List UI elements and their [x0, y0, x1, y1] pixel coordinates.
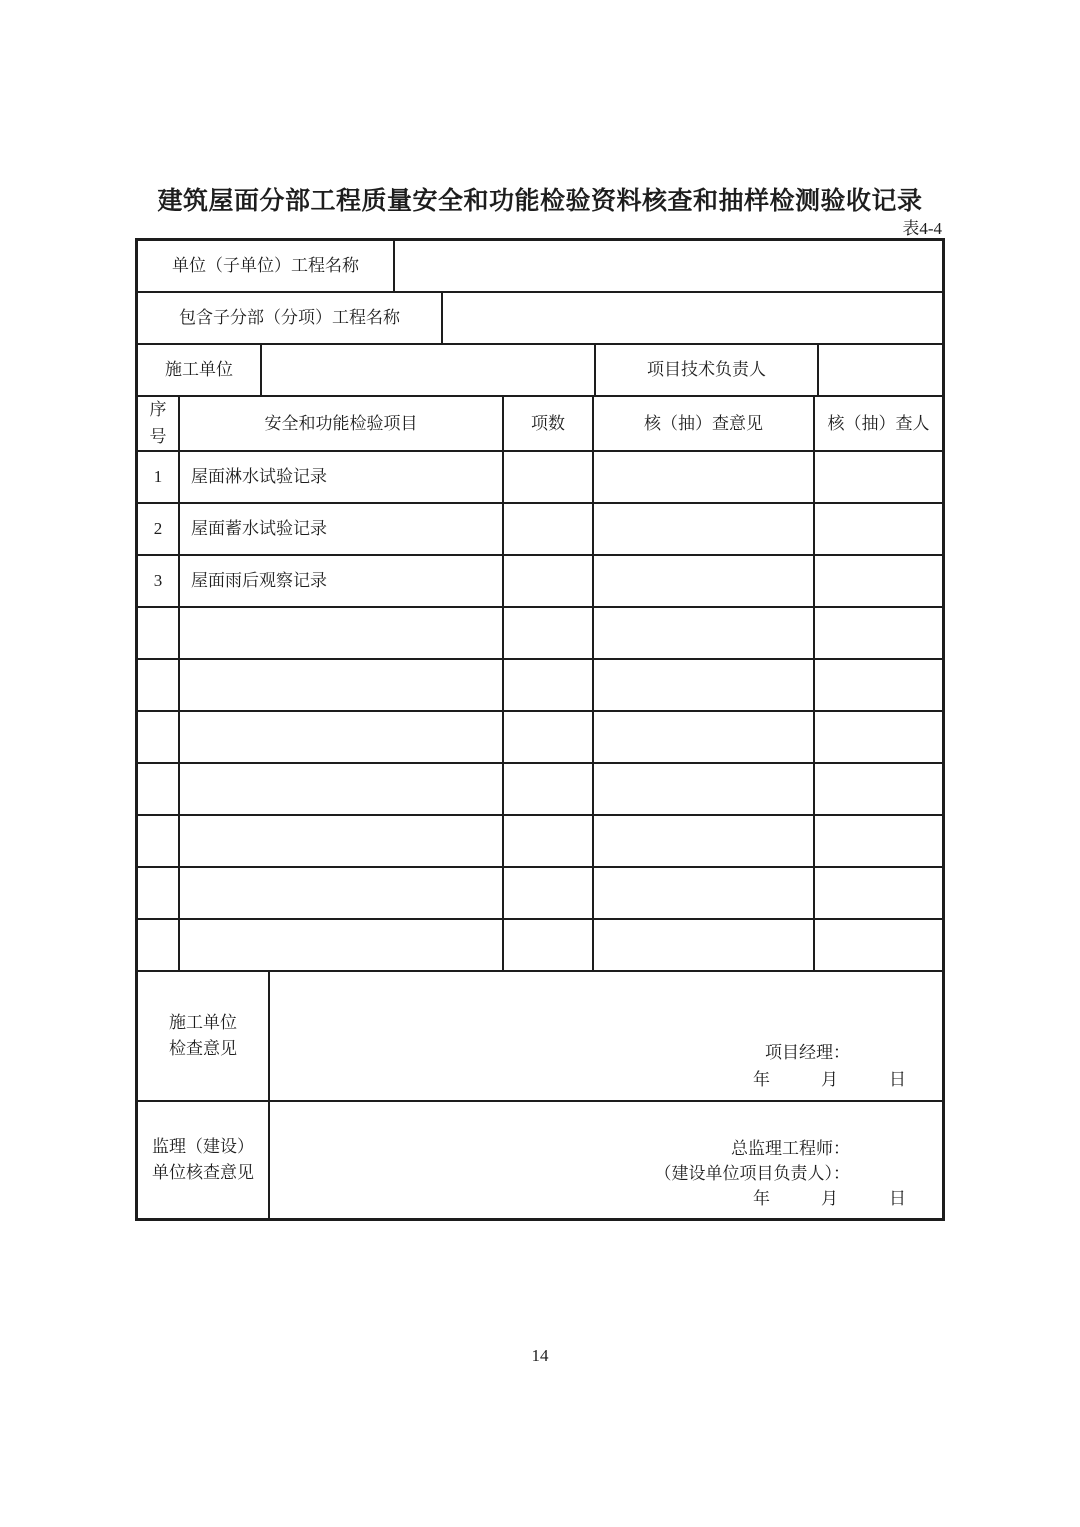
row-inspector-cell [813, 816, 942, 866]
table-row [138, 450, 942, 502]
row-count-cell [502, 556, 592, 606]
col-no-header-text: 序号 [149, 400, 167, 446]
row-item-cell: 屋面蓄水试验记录 [178, 504, 502, 554]
row-opinion-cell [592, 452, 813, 502]
tech-director-label: 项目技术负责人 [594, 345, 817, 395]
tech-director-value [817, 345, 942, 395]
table-number: 表4-4 [902, 219, 942, 238]
row-no-cell [138, 816, 178, 866]
row-no-cell: 3 [153, 571, 163, 590]
row-count-cell [502, 608, 592, 658]
table-row-empty [138, 814, 942, 866]
supervision-date-label: 年 月 日 [753, 1189, 906, 1208]
table-header-row [138, 395, 942, 450]
unit-project-row [138, 241, 942, 291]
row-item-cell [178, 920, 502, 970]
col-count-header: 项数 [502, 397, 592, 450]
table-row-empty [138, 710, 942, 762]
row-item-cell: 屋面淋水试验记录 [178, 452, 502, 502]
row-opinion-cell [592, 556, 813, 606]
row-inspector-cell [813, 504, 942, 554]
row-item-cell: 屋面雨后观察记录 [178, 556, 502, 606]
supervision-check-label [138, 1102, 268, 1218]
row-inspector-cell [813, 452, 942, 502]
page-title: 建筑屋面分部工程质量安全和功能检验资料核查和抽样检测验收记录 [157, 188, 923, 215]
col-no-header [138, 397, 178, 450]
owner-representative-label: （建设单位项目负责人）： [654, 1164, 850, 1183]
form-table [135, 238, 945, 1221]
row-inspector-cell [813, 660, 942, 710]
chief-engineer-label: 总监理工程师： [731, 1139, 850, 1158]
row-count-cell [502, 504, 592, 554]
unit-project-value [393, 241, 942, 291]
row-no-cell [138, 764, 178, 814]
table-row-empty [138, 658, 942, 710]
col-opinion-header: 核（抽）查意见 [592, 397, 813, 450]
table-row-empty [138, 918, 942, 970]
construction-check-area [268, 972, 942, 1100]
table-row [138, 502, 942, 554]
construction-unit-value [260, 345, 594, 395]
unit-project-label: 单位（子单位）工程名称 [172, 256, 359, 275]
row-opinion-cell [592, 868, 813, 918]
construction-check-label-line2: 检查意见 [169, 1039, 237, 1058]
row-inspector-cell [813, 556, 942, 606]
row-item-cell [178, 608, 502, 658]
page-number: 14 [531, 1346, 549, 1365]
row-count-cell [502, 660, 592, 710]
row-no-cell [138, 660, 178, 710]
row-count-cell [502, 868, 592, 918]
row-count-cell [502, 764, 592, 814]
sub-division-label: 包含子分部（分项）工程名称 [179, 308, 400, 327]
row-no-cell [138, 712, 178, 762]
supervision-check-row [138, 1100, 942, 1218]
row-item-cell [178, 712, 502, 762]
row-count-cell [502, 452, 592, 502]
construction-date-label: 年 月 日 [753, 1070, 906, 1089]
project-manager-label: 项目经理： [765, 1043, 850, 1062]
row-opinion-cell [592, 764, 813, 814]
row-opinion-cell [592, 712, 813, 762]
row-inspector-cell [813, 920, 942, 970]
row-count-cell [502, 816, 592, 866]
supervision-check-label-line1: 监理（建设） [152, 1137, 254, 1156]
row-no-cell: 1 [153, 467, 163, 486]
supervision-check-label-line2: 单位核查意见 [152, 1163, 254, 1182]
sub-division-row [138, 291, 942, 343]
table-row-empty [138, 606, 942, 658]
row-opinion-cell [592, 920, 813, 970]
row-item-cell [178, 816, 502, 866]
row-inspector-cell [813, 868, 942, 918]
row-opinion-cell [592, 504, 813, 554]
row-no-cell [138, 868, 178, 918]
col-inspector-header: 核（抽）查人 [813, 397, 942, 450]
construction-check-label [138, 972, 268, 1100]
table-row-empty [138, 866, 942, 918]
table-row [138, 554, 942, 606]
row-item-cell [178, 868, 502, 918]
row-opinion-cell [592, 660, 813, 710]
construction-unit-row [138, 343, 942, 395]
row-count-cell [502, 712, 592, 762]
row-count-cell [502, 920, 592, 970]
col-item-header: 安全和功能检验项目 [178, 397, 502, 450]
row-no-cell [138, 920, 178, 970]
supervision-check-area [268, 1102, 942, 1218]
row-inspector-cell [813, 764, 942, 814]
row-item-cell [178, 660, 502, 710]
construction-check-row [138, 970, 942, 1100]
row-opinion-cell [592, 608, 813, 658]
row-inspector-cell [813, 712, 942, 762]
row-opinion-cell [592, 816, 813, 866]
table-row-empty [138, 762, 942, 814]
row-inspector-cell [813, 608, 942, 658]
construction-check-label-line1: 施工单位 [169, 1013, 237, 1032]
row-no-cell: 2 [153, 519, 163, 538]
row-item-cell [178, 764, 502, 814]
sub-division-value [441, 293, 942, 343]
row-no-cell [138, 608, 178, 658]
construction-unit-label: 施工单位 [165, 360, 233, 379]
